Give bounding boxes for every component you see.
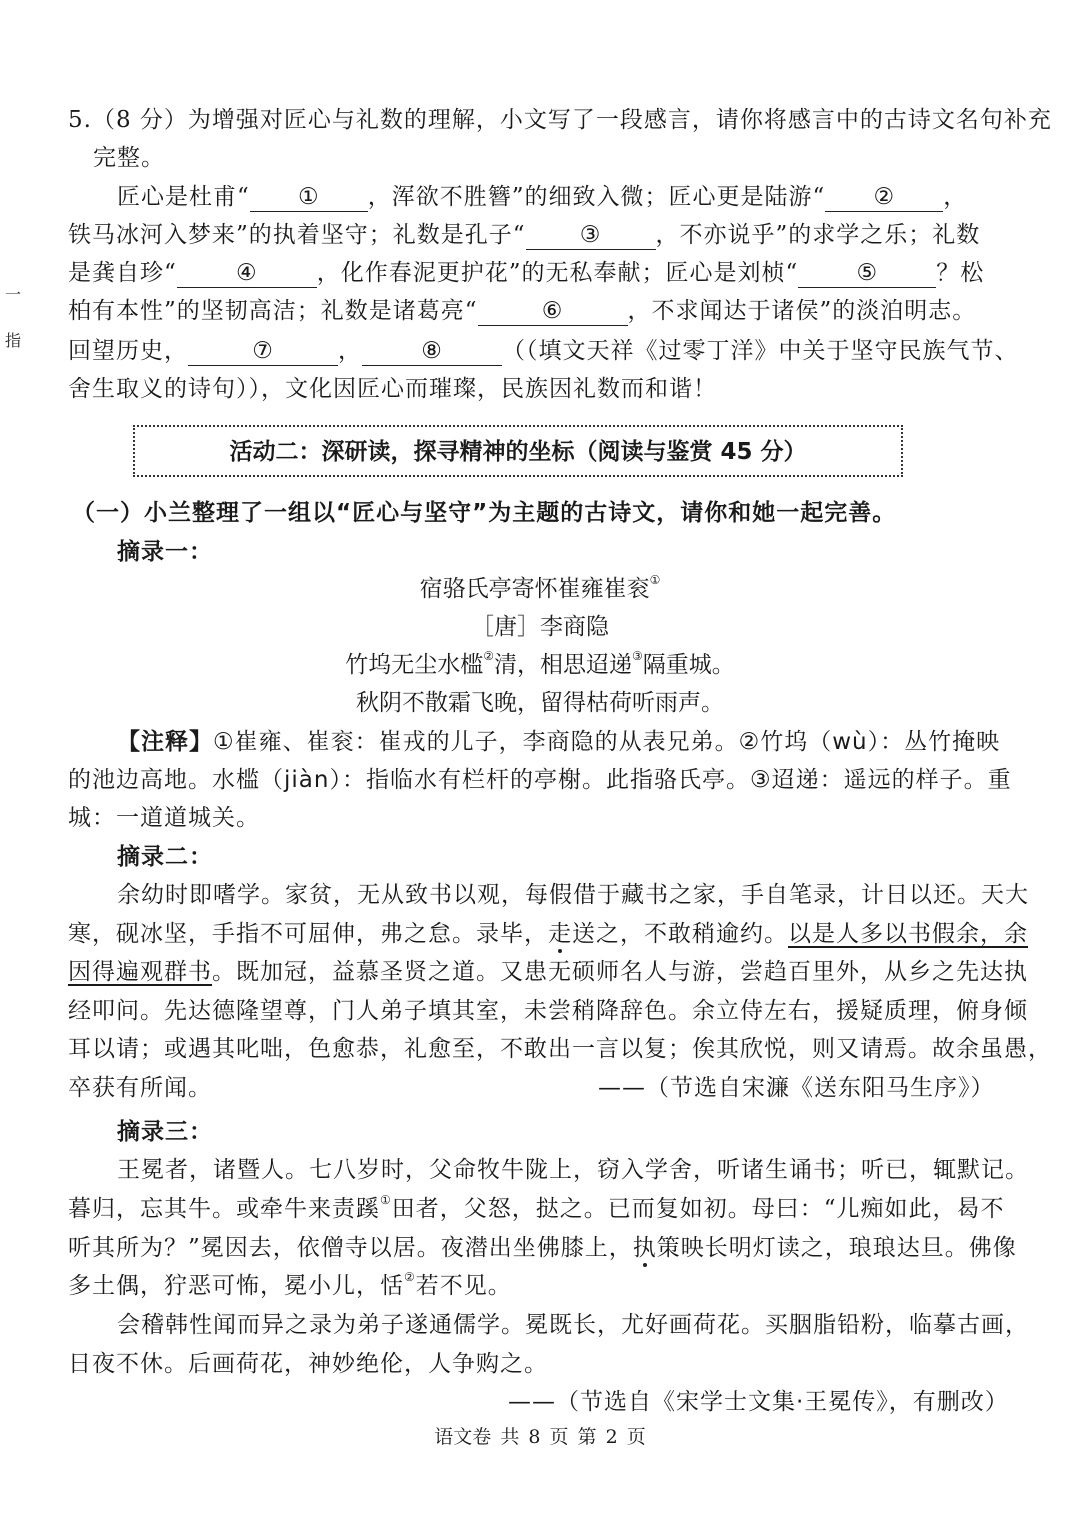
note-line-1: 【注释】①崔雍、崔衮：崔戎的儿子，李商隐的从表兄弟。②竹坞（wù）：丛竹掩映 bbox=[117, 729, 1001, 755]
excerpt-one-label: 摘录一： bbox=[117, 539, 213, 565]
excerpt-three-line-4: 多土偶，狞恶可怖，冕小儿，恬②若不见。 bbox=[68, 1270, 512, 1299]
q5-line-5: 回望历史， ⑦ ， ⑧ （（填文天祥《过零丁洋》中关于坚守民族气节、 bbox=[68, 338, 1019, 364]
note-line-3: 城：一道道城关。 bbox=[68, 805, 260, 831]
excerpt-two-line-3: 因得遍观群书。既加冠，益慕圣贤之道。又患无硕师名人与游，尝趋百里外，从乡之先达执 bbox=[68, 959, 1028, 985]
margin-mark-2: 指 bbox=[5, 331, 22, 350]
q5-line-3: 是龚自珍“ ④ ，化作春泥更护花”的无私奉献；匠心是刘桢“ ⑤ ？松 bbox=[68, 260, 985, 286]
excerpt-two-label: 摘录二： bbox=[117, 844, 213, 870]
margin-mark-1: 一 bbox=[5, 285, 22, 304]
blank-5[interactable]: ⑤ bbox=[798, 259, 936, 288]
blank-1[interactable]: ① bbox=[250, 183, 368, 212]
poem-author: ［唐］李商隐 bbox=[471, 614, 609, 640]
q5-heading: 5.（8 分）为增强对匠心与礼数的理解，小文写了一段感言，请你将感言中的古诗文名句补充 bbox=[68, 107, 1052, 133]
excerpt-two-line-2: 寒，砚冰坚，手指不可屈伸，弗之怠。录毕，走送之，不敢稍逾约。以是人多以书假余，余 bbox=[68, 921, 1028, 947]
excerpt-three-para2-line-1: 会稽韩性闻而异之录为弟子遂通儒学。冕既长，尤好画荷花。买胭脂铅粉，临摹古画， bbox=[117, 1312, 1029, 1338]
q5-line-6: 舍生取义的诗句）），文化因匠心而璀璨，民族因礼数而和谐！ bbox=[68, 376, 717, 402]
activity-two-banner bbox=[133, 425, 903, 477]
excerpt-two-source: ——（节选自宋濂《送东阳马生序》） bbox=[598, 1075, 995, 1101]
poem-line-2: 秋阴不散霜飞晚，留得枯荷听雨声。 bbox=[356, 690, 724, 716]
excerpt-two-line-5: 耳以请；或遇其叱咄，色愈恭，礼愈至，不敢出一言以复；俟其欣悦，则又请焉。故余虽愚， bbox=[68, 1036, 1052, 1062]
blank-2[interactable]: ② bbox=[825, 183, 943, 212]
page-footer: 语文卷 共 8 页 第 2 页 bbox=[434, 1426, 646, 1448]
q5-line-2: 铁马冰河入梦来”的执着坚守；礼数是孔子“ ③ ，不亦说乎”的求学之乐；礼数 bbox=[68, 222, 981, 248]
excerpt-three-line-2: 暮归，忘其牛。或牵牛来责蹊①田者，父怒，挞之。已而复如初。母曰：“儿痴如此，曷不 bbox=[68, 1193, 1005, 1222]
q5-line-1: 匠心是杜甫“ ① ，浑欲不胜簪”的细致入微；匠心更是陆游“ ② ， bbox=[117, 184, 968, 210]
excerpt-three-label: 摘录三： bbox=[117, 1119, 213, 1145]
poem-line-1: 竹坞无尘水槛②清，相思迢递③隔重城。 bbox=[345, 649, 735, 678]
blank-8[interactable]: ⑧ bbox=[362, 337, 502, 366]
excerpt-three-line-3: 听其所为？”冕因去，依僧寺以居。夜潜出坐佛膝上，执策映长明灯读之，琅琅达旦。佛像 bbox=[68, 1235, 1017, 1261]
excerpt-two-line-6: 卒获有所闻。 bbox=[68, 1075, 212, 1101]
excerpt-three-line-1: 王冕者，诸暨人。七八岁时，父命牧牛陇上，窃入学舍，听诸生诵书；听已，辄默记。 bbox=[117, 1157, 1029, 1183]
blank-6[interactable]: ⑥ bbox=[478, 297, 628, 326]
excerpt-two-line-1: 余幼时即嗜学。家贫，无从致书以观，每假借于藏书之家，手自笔录，计日以还。天大 bbox=[117, 882, 1029, 908]
q5-heading-cont: 完整。 bbox=[93, 145, 165, 171]
excerpt-three-source: ——（节选自《宋学士文集·王冕传》，有删改） bbox=[508, 1389, 1009, 1415]
q5-line-4: 柏有本性”的坚韧高洁；礼数是诸葛亮“ ⑥ ，不求闻达于诸侯”的淡泊明志。 bbox=[68, 298, 977, 324]
part-one-intro: （一）小兰整理了一组以“匠心与坚守”为主题的古诗文，请你和她一起完善。 bbox=[72, 500, 897, 526]
activity-two-title: 活动二：深研读，探寻精神的坐标（阅读与鉴赏 45 分） bbox=[229, 439, 807, 465]
excerpt-two-line-4: 经叩问。先达德隆望尊，门人弟子填其室，未尝稍降辞色。余立侍左右，援疑质理，俯身倾 bbox=[68, 998, 1028, 1024]
blank-4[interactable]: ④ bbox=[177, 259, 317, 288]
blank-3[interactable]: ③ bbox=[526, 221, 656, 250]
blank-7[interactable]: ⑦ bbox=[188, 337, 338, 366]
underlined-sentence: 以是人多以书假余，余 bbox=[788, 921, 1028, 947]
note-line-2: 的池边高地。水槛（jiàn）：指临水有栏杆的亭榭。此指骆氏亭。③迢递：遥远的样子。重 bbox=[68, 767, 1012, 793]
poem-title: 宿骆氏亭寄怀崔雍崔衮① bbox=[419, 573, 661, 602]
excerpt-three-para2-line-2: 日夜不休。后画荷花，神妙绝伦，人争购之。 bbox=[68, 1351, 548, 1377]
